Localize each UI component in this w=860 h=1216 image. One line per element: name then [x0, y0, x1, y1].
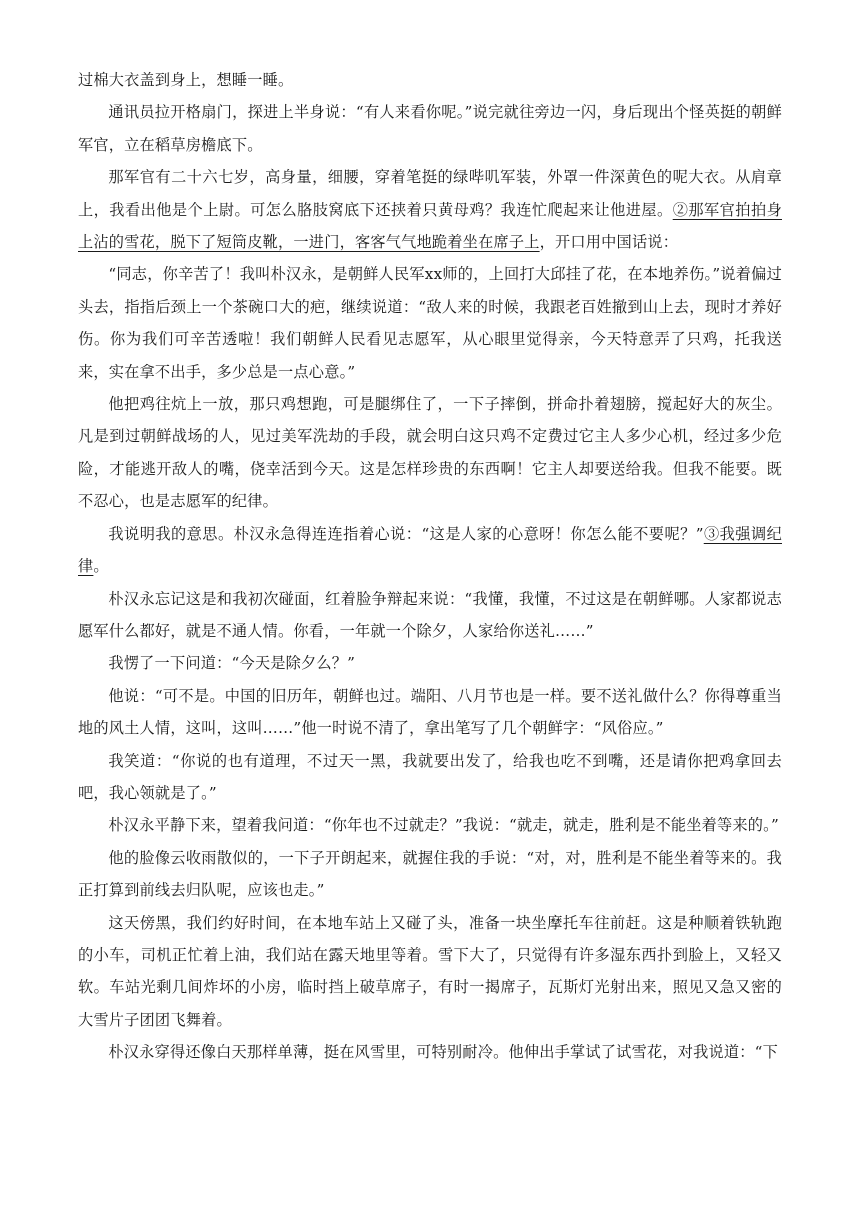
- paragraph: [78, 161, 782, 258]
- underlined-marked-sentence-2: ②那军官拍拍身上沾的雪花，脱下了短筒皮靴，一进门，客客气气地跪着坐在席子上: [78, 200, 782, 252]
- paragraph: “同志，你辛苦了！我叫朴汉永，是朝鲜人民军xx师的，上回打大邱挂了花，在本地养伤。”说着偏过头去，指指后颈上一个茶碗口大的疤，继续说道：“敌人来的时候，我跟老百姓撤到山上去，现时才养好伤。你为我们可辛苦透啦！我们朝鲜人民看见志愿军，从心眼里觉得亲，今天特意弄了只鸡，托我送来，实在拿不出手，多少总是一点心意。”: [78, 265, 782, 381]
- paragraph: 朴汉永穿得还像白天那样单薄，挺在风雪里，可特别耐冷。他伸出手掌试了试雪花，对我说道：“下: [108, 1043, 779, 1062]
- paragraph: 这天傍黑，我们约好时间，在本地车站上又碰了头，准备一块坐摩托车往前赶。这是种顺着铁轨跑的小车，司机正忙着上油，我们站在露天地里等着。雪下大了，只觉得有许多湿东西扑到脸上，又轻又软。车站光剩几间炸坏的小房，临时挡上破草席子，有时一揭席子，瓦斯灯光射出来，照见又急又密的大雪片子团团飞舞着。: [78, 913, 782, 1029]
- paragraph-text: 我说明我的意思。朴汉永急得连连指着心说：“这是人家的心意呀！你怎么能不要呢？”: [108, 524, 704, 543]
- article-body: [78, 64, 782, 1069]
- paragraph: 过棉大衣盖到身上，想睡一睡。: [78, 71, 294, 89]
- paragraph-text: ，开口用中国话说：: [539, 233, 679, 252]
- paragraph: 我愣了一下问道：“今天是除夕么？”: [108, 654, 356, 673]
- paragraph: 他把鸡往炕上一放，那只鸡想跑，可是腿绑住了，一下子摔倒，拼命扑着翅膀，搅起好大的灰尘。凡是到过朝鲜战场的人，见过美军洗劫的手段，就会明白这只鸡不定费过它主人多少心机，经过多少危险，才能逃开敌人的嘴，侥幸活到今天。这是怎样珍贵的东西啊！它主人却要送给我。但我不能要。既不忍心，也是志愿军的纪律。: [78, 395, 782, 511]
- paragraph: 朴汉永平静下来，望着我问道：“你年也不过就走？”我说：“就走，就走，胜利是不能坐着等来的。”: [108, 816, 779, 835]
- paragraph-text: 。: [93, 557, 109, 576]
- underlined-marked-sentence-3: ③我强调纪律: [78, 524, 782, 576]
- paragraph: 朴汉永忘记这是和我初次碰面，红着脸争辩起来说：“我懂，我懂，不过这是在朝鲜哪。人家都说志愿军什么都好，就是不通人情。你看，一年就一个除夕，人家给你送礼……”: [78, 589, 782, 640]
- paragraph: 通讯员拉开格扇门，探进上半身说：“有人来看你呢。”说完就往旁边一闪，身后现出个怪英挺的朝鲜军官，立在稻草房檐底下。: [78, 103, 782, 154]
- paragraph: [78, 518, 782, 583]
- paragraph: 他说：“可不是。中国的旧历年，朝鲜也过。端阳、八月节也是一样。要不送礼做什么？你得尊重当地的风土人情，这叫，这叫……”他一时说不清了，拿出笔写了几个朝鲜字：“风俗应。”: [78, 686, 782, 738]
- paragraph: 我笑道：“你说的也有道理，不过天一黑，我就要出发了，给我也吃不到嘴，还是请你把鸡拿回去吧，我心领就是了。”: [78, 751, 782, 802]
- paragraph: 他的脸像云收雨散似的，一下子开朗起来，就握住我的手说：“对，对，胜利是不能坐着等来的。我正打算到前线去归队呢，应该也走。”: [78, 848, 782, 900]
- paragraph-text: 那军官有二十六七岁，高身量，细腰，穿着笔挺的绿哔叽军装，外罩一件深黄色的呢大衣。从肩章上，我看出他是个上尉。可怎么胳肢窝底下还挟着只黄母鸡？我连忙爬起来让他进屋。: [78, 168, 782, 219]
